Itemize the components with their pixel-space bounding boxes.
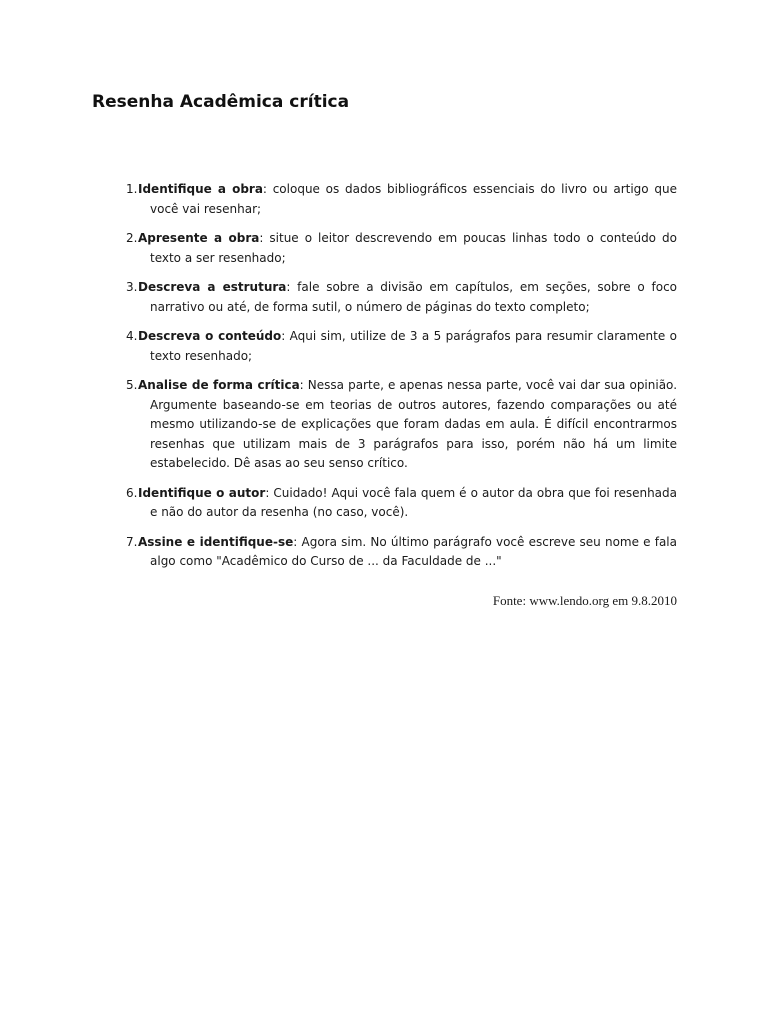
item-term: Identifique a obra xyxy=(138,182,263,196)
item-text: : Agora sim. No último parágrafo você escreve seu nome e fala algo como "Acadêmico do Curso de ... da Faculdade de ..." xyxy=(150,534,677,568)
item-term: Apresente a obra xyxy=(138,231,260,245)
item-term: Assine e identifique-se xyxy=(138,534,294,549)
item-number: 6. xyxy=(126,485,138,500)
item-number: 7. xyxy=(126,534,138,549)
item-number: 3. xyxy=(126,280,138,294)
item-number: 1. xyxy=(126,182,138,196)
item-term: Descreva o conteúdo xyxy=(138,329,282,343)
item-term: Descreva a estrutura xyxy=(138,280,287,294)
list-item xyxy=(126,376,677,474)
item-number: 2. xyxy=(126,231,138,245)
item-text: : coloque os dados bibliográficos essenciais do livro ou artigo que você vai resenhar; xyxy=(150,182,677,216)
review-steps-list xyxy=(126,180,677,582)
list-item xyxy=(126,180,677,219)
item-text: : Cuidado! Aqui você fala quem é o autor da obra que foi resenhada e não do autor da resenha (no caso, você). xyxy=(150,485,677,519)
list-item xyxy=(126,278,677,317)
list-item xyxy=(126,484,677,523)
item-text: : Aqui sim, utilize de 3 a 5 parágrafos para resumir claramente o texto resenhado; xyxy=(150,329,677,363)
document-title: Resenha Acadêmica crítica xyxy=(92,92,350,112)
item-number: 4. xyxy=(126,329,138,343)
list-item xyxy=(126,229,677,268)
item-text: : Nessa parte, e apenas nessa parte, você vai dar sua opinião. Argumente baseando-se em teorias de outros autores, fazendo comparações ou até mesmo utilizando-se de explicações que foram dadas em aula. É difícil encontrarmos resenhas que utilizam mais de 3 parágrafos para isso, porém não há um limite estabelecido. Dê asas ao seu senso crítico. xyxy=(150,378,678,470)
item-term: Analise de forma crítica xyxy=(138,378,300,392)
item-term: Identifique o autor xyxy=(138,485,266,500)
source-citation: Fonte: www.lendo.org em 9.8.2010 xyxy=(492,593,677,608)
item-number: 5. xyxy=(126,378,138,392)
item-text: : fale sobre a divisão em capítulos, em seções, sobre o foco narrativo ou até, de forma sutil, o número de páginas do texto completo; xyxy=(150,280,678,314)
list-item xyxy=(126,533,677,572)
item-text: : situe o leitor descrevendo em poucas linhas todo o conteúdo do texto a ser resenhado; xyxy=(150,231,677,265)
list-item xyxy=(126,327,677,366)
